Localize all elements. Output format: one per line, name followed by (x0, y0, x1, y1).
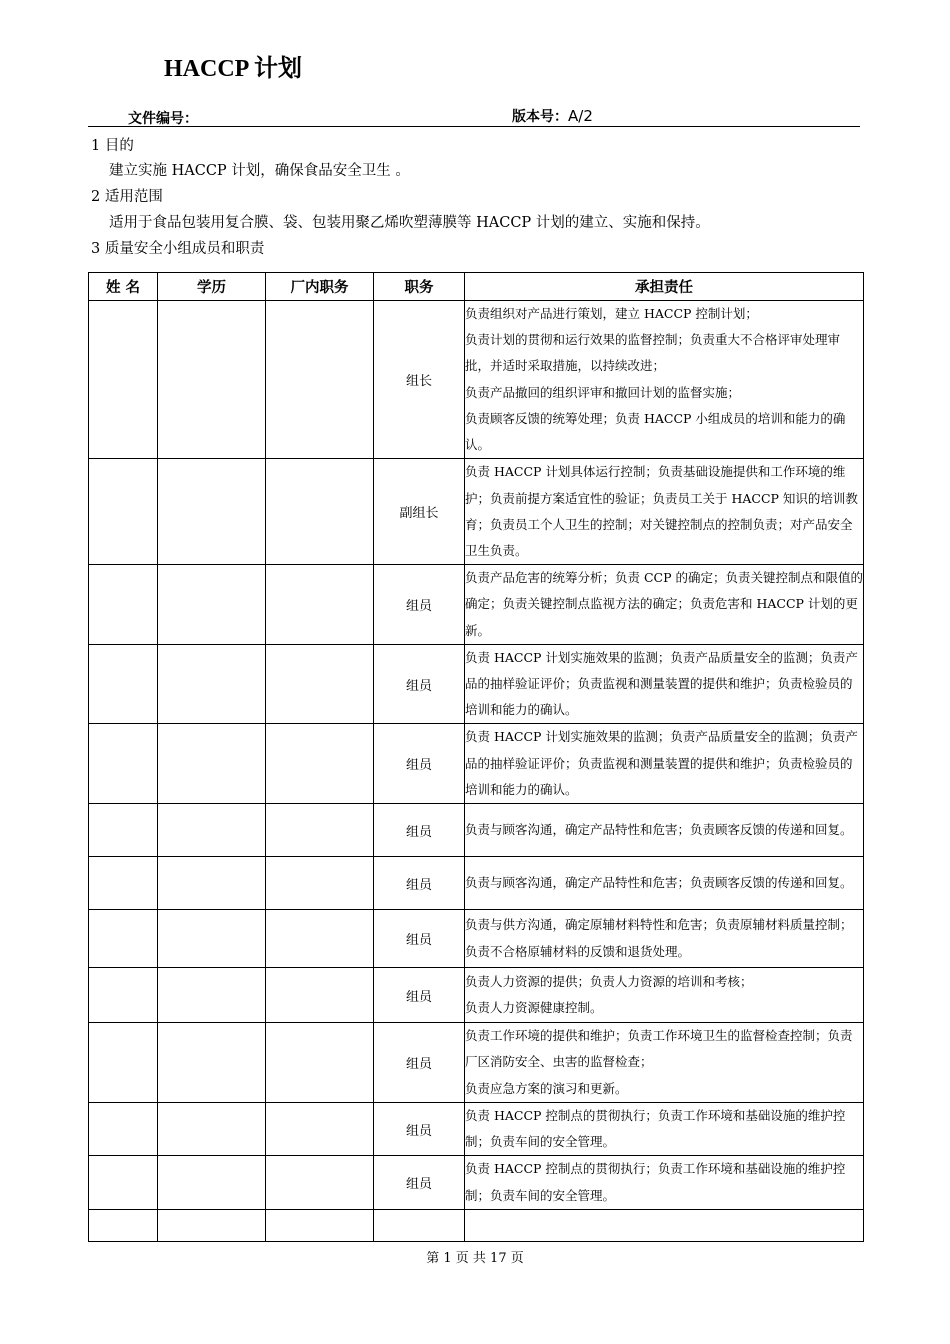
responsibility-cell (465, 1103, 864, 1156)
version-value: A/2 (568, 107, 593, 125)
role-cell: 组员 (374, 565, 465, 645)
responsibility-cell (465, 644, 864, 724)
position-cell (266, 301, 374, 459)
position-cell (266, 724, 374, 804)
name-cell (89, 1209, 158, 1241)
education-cell (158, 910, 266, 968)
responsibility-line: 负责人力资源的提供；负责人力资源的培训和考核； (465, 973, 753, 989)
responsibility-cell (465, 857, 864, 910)
table-row (89, 301, 864, 459)
name-cell (89, 1103, 158, 1156)
name-cell (89, 565, 158, 645)
header-name: 姓 名 (89, 273, 158, 301)
table-row (89, 1156, 864, 1209)
section-3-heading: 3 质量安全小组成员和职责 (91, 241, 265, 257)
position-cell (266, 1023, 374, 1103)
responsibility-cell (465, 459, 864, 565)
name-cell (89, 459, 158, 565)
header-responsibilities: 承担责任 (465, 273, 864, 301)
section-2-text: 适用于食品包装用复合膜、袋、包装用聚乙烯吹塑薄膜等 HACCP 计划的建立、实施和保持。 (109, 215, 710, 231)
role-cell: 组员 (374, 1023, 465, 1103)
role-cell: 组员 (374, 1156, 465, 1209)
header-education: 学历 (158, 273, 266, 301)
responsibility-line: 负责应急方案的演习和更新。 (465, 1080, 628, 1096)
table-header-row (89, 273, 864, 301)
position-cell (266, 968, 374, 1023)
responsibility-cell (465, 910, 864, 968)
education-cell (158, 565, 266, 645)
responsibility-cell (465, 724, 864, 804)
education-cell (158, 1156, 266, 1209)
role-cell: 组员 (374, 724, 465, 804)
education-cell (158, 857, 266, 910)
education-cell (158, 724, 266, 804)
education-cell (158, 804, 266, 857)
role-cell: 组员 (374, 1103, 465, 1156)
responsibility-line: 负责 HACCP 计划具体运行控制；负责基础设施提供和工作环境的维护；负责前提方案适宜性的验证；负责员工关于 HACCP 知识的培训教育；负责员工个人卫生的控制；对关键控制点的控制负责；对产品安全卫生负责。 (465, 464, 858, 558)
name-cell (89, 1156, 158, 1209)
table-row (89, 804, 864, 857)
name-cell (89, 804, 158, 857)
education-cell (158, 1209, 266, 1241)
responsibility-line: 负责产品撤回的组织评审和撤回计划的监督实施； (465, 384, 741, 400)
section-1-text: 建立实施 HACCP 计划，确保食品安全卫生 。 (109, 163, 410, 179)
responsibility-line: 负责计划的贯彻和运行效果的监督控制；负责重大不合格评审处理审批，并适时采取措施，以持续改进； (465, 332, 841, 374)
doc-number-label: 文件编号： (128, 111, 198, 127)
table-row (89, 724, 864, 804)
document-info-line (88, 104, 860, 127)
responsibility-line: 负责组织对产品进行策划，建立 HACCP 控制计划； (465, 306, 758, 321)
responsibility-line: 负责人力资源健康控制。 (465, 1000, 603, 1016)
table-row (89, 459, 864, 565)
responsibility-line: 负责顾客反馈的统筹处理；负责 HACCP 小组成员的培训和能力的确认。 (465, 410, 846, 453)
role-cell: 副组长 (374, 459, 465, 565)
responsibility-line: 负责 HACCP 计划实施效果的监测；负责产品质量安全的监测；负责产品的抽样验证评价；负责监视和测量装置的提供和维护；负责检验员的培训和能力的确认。 (465, 649, 858, 718)
responsibility-line: 负责产品危害的统筹分析；负责 CCP 的确定；负责关键控制点和限值的确定；负责关键控制点监视方法的确定；负责危害和 HACCP 计划的更新。 (465, 570, 863, 638)
name-cell (89, 301, 158, 459)
name-cell (89, 644, 158, 724)
responsibility-line: 负责与供方沟通，确定原辅材料特性和危害；负责原辅材料质量控制；负责不合格原辅材料的反馈和退货处理。 (465, 917, 853, 959)
position-cell (266, 1103, 374, 1156)
version-info (512, 106, 593, 126)
responsibility-line: 负责与顾客沟通，确定产品特性和危害；负责顾客反馈的传递和回复。 (465, 821, 853, 837)
table-row (89, 565, 864, 645)
responsibility-cell (465, 1156, 864, 1209)
team-members-table (88, 272, 864, 1242)
table-row (89, 910, 864, 968)
name-cell (89, 968, 158, 1023)
table-row (89, 968, 864, 1023)
responsibility-cell (465, 301, 864, 459)
table-row (89, 1023, 864, 1103)
position-cell (266, 459, 374, 565)
role-cell: 组员 (374, 857, 465, 910)
position-cell (266, 857, 374, 910)
role-cell: 组员 (374, 968, 465, 1023)
position-cell (266, 565, 374, 645)
responsibility-cell (465, 968, 864, 1023)
name-cell (89, 724, 158, 804)
version-label: 版本号： (512, 109, 568, 125)
section-2-heading: 2 适用范围 (91, 189, 163, 205)
section-1-heading: 1 目的 (91, 138, 134, 154)
role-cell (374, 1209, 465, 1241)
name-cell (89, 910, 158, 968)
header-role: 职务 (374, 273, 465, 301)
table-row (89, 857, 864, 910)
responsibility-cell (465, 1209, 864, 1241)
responsibility-line: 负责工作环境的提供和维护；负责工作环境卫生的监督检查控制；负责厂区消防安全、虫害的监督检查； (465, 1028, 853, 1070)
responsibility-line: 负责 HACCP 控制点的贯彻执行；负责工作环境和基础设施的维护控制；负责车间的安全管理。 (465, 1161, 846, 1203)
page-footer: 第 1 页 共 17 页 (426, 1251, 524, 1266)
name-cell (89, 857, 158, 910)
education-cell (158, 459, 266, 565)
position-cell (266, 644, 374, 724)
responsibility-cell (465, 804, 864, 857)
position-cell (266, 910, 374, 968)
education-cell (158, 1023, 266, 1103)
name-cell (89, 1023, 158, 1103)
role-cell: 组员 (374, 804, 465, 857)
responsibility-cell (465, 1023, 864, 1103)
table-row (89, 644, 864, 724)
responsibility-line: 负责 HACCP 计划实施效果的监测；负责产品质量安全的监测；负责产品的抽样验证评价；负责监视和测量装置的提供和维护；负责检验员的培训和能力的确认。 (465, 729, 858, 797)
header-factory-position: 厂内职务 (266, 273, 374, 301)
education-cell (158, 968, 266, 1023)
position-cell (266, 1209, 374, 1241)
position-cell (266, 1156, 374, 1209)
role-cell: 组长 (374, 301, 465, 459)
education-cell (158, 301, 266, 459)
role-cell: 组员 (374, 644, 465, 724)
table-row (89, 1103, 864, 1156)
table-row (89, 1209, 864, 1241)
education-cell (158, 1103, 266, 1156)
table-body (89, 301, 864, 1242)
responsibility-cell (465, 565, 864, 645)
document-title: HACCP 计划 (164, 56, 302, 82)
position-cell (266, 804, 374, 857)
responsibility-line: 负责 HACCP 控制点的贯彻执行；负责工作环境和基础设施的维护控制；负责车间的安全管理。 (465, 1108, 846, 1150)
education-cell (158, 644, 266, 724)
responsibility-line: 负责与顾客沟通，确定产品特性和危害；负责顾客反馈的传递和回复。 (465, 874, 853, 890)
role-cell: 组员 (374, 910, 465, 968)
